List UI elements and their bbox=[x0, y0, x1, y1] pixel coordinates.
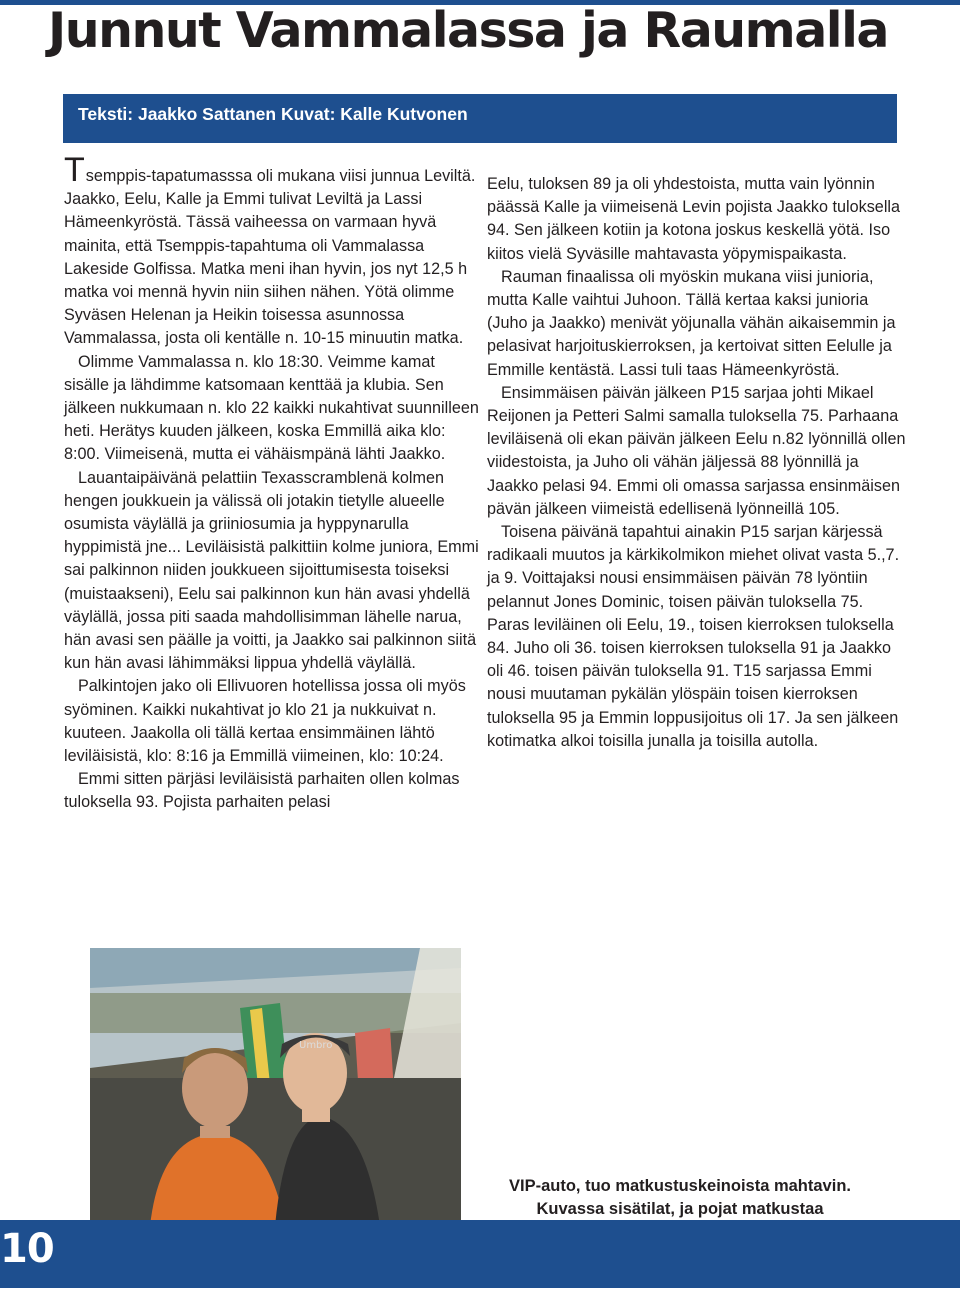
paragraph-5: Emmi sitten pärjäsi leviläisistä parhaiten ollen kolmas tuloksella 93. Pojista parhaiten pelasi bbox=[64, 770, 460, 812]
paragraph-1 bbox=[64, 151, 480, 351]
photo-caption bbox=[470, 1175, 890, 1221]
paragraph-4: Palkintojen jako oli Ellivuoren hotellissa jossa oli myös syöminen. Kaikki nukahtivat jo klo 21 ja nukkuivat n. kuuteen. Jaakolla oli tällä kertaa ensimmäinen lähtö leviläisistä, klo: 8:16 ja Emmillä viimeinen, klo: 10:24. bbox=[64, 677, 466, 766]
caption-line-1: VIP-auto, tuo matkustuskeinoista mahtavin. bbox=[509, 1177, 851, 1195]
dropcap: T bbox=[64, 151, 85, 189]
paragraph-9: Toisena päivänä tapahtui ainakin P15 sarjan kärjessä radikaali muutos ja kärkikolmikon miehet olivat vasta 5.,7. ja 9. Voittajaksi nousi ensimmäisen päivän 78 lyöntiin pelannut Jones Dominic, toisen päivän tuloksella 75. Paras leviläinen oli Eelu, 19., toisen kierroksen tuloksella 84. Juho oli 36. toisen kierroksen tuloksella 91 ja Jaakko oli 46. toisen päivän tuloksella 91. T15 sarjassa Emmi nousi muutaman pykälän ylöspäin toisen kierroksen tuloksella 95 ja Emmin loppusijoitus oli 17. Ja sen jälkeen kotimatka alkoi toisilla junalla ja toisilla autolla. bbox=[487, 523, 900, 750]
paragraph-6: Eelu, tuloksen 89 ja oli yhdestoista, mutta vain lyönnin päässä Kalle ja viimeisenä Levin pojista Jaakko tuloksella 94. Sen jälkeen kotiin ja kotona joskus keskellä yötä. Iso kiitos vielä Syväsille mahtavasta yöpymispaikasta. bbox=[487, 175, 901, 263]
byline-bar bbox=[63, 94, 897, 143]
article-column-right bbox=[487, 173, 907, 753]
paragraph-1-text: semppis-tapatumasssa oli mukana viisi junnua Leviltä. Jaakko, Eelu, Kalle ja Emmi tulivat Leviltä ja Lassi Hämeenkyröstä. Tässä vaiheessa on varmaan hyvä mainita, että Tsemppis-tapahtuma oli Vammalassa Lakeside Golfissa. Matka meni ihan hyvin, jos nyt 12,5 h matka voi mennä hyvin niin siihen nähen. Yötä olimme Syväsen Helenan ja Heikin toisessa asunnossa Vammalassa, josta oli kentälle n. 10-15 minuutin matka. bbox=[64, 167, 476, 348]
photo-illustration bbox=[90, 948, 461, 1226]
photo-boys-in-car bbox=[90, 948, 461, 1226]
page-number: 10 bbox=[0, 1226, 54, 1272]
paragraph-7: Rauman finaalissa oli myöskin mukana viisi junioria, mutta Kalle vaihtui Juhoon. Tällä kertaa kaksi junioria (Juho ja Jaakko) menivät yöjunalla vähän aikaisemmin ja pelasivat harjoituskierroksen, ja kertoivat sitten Eelulle ja Emmille kentästä. Lassi tuli taas Hämeenkyröstä. bbox=[487, 267, 896, 379]
footer-bar bbox=[0, 1220, 960, 1288]
paragraph-8: Ensimmäisen päivän jälkeen P15 sarjaa johti Mikael Reijonen ja Petteri Salmi samalla tuloksella 75. Parhaana leviläisenä oli ekan päivän jälkeen Eelu n.82 lyönnillä ollen viidestoista, ja Juho oli vähän jäljessä 88 lyönnillä ja Jaakko pelasi 94. Emmi oli omassa sarjassa ensinmäisen pävän jälkeen viimeistä edellisenä lyönneillä 105. bbox=[487, 383, 906, 518]
paragraph-2: Olimme Vammalassa n. klo 18:30. Veimme kamat sisälle ja lähdimme katsomaan kenttää ja klubia. Sen jälkeen nukkumaan n. klo 22 kaikki nukahtivat suunnilleen heti. Herätys kuuden jälkeen, koska Emmillä aika klo: 8:00. Viimeisenä, mutta ei vähäismpänä lähti Jaakko. bbox=[64, 352, 479, 464]
cap-logo-text: Umbro bbox=[299, 1040, 333, 1051]
caption-line-2: Kuvassa sisätilat, ja pojat matkustaa bbox=[536, 1200, 824, 1218]
byline: Teksti: Jaakko Sattanen Kuvat: Kalle Kutvonen bbox=[78, 104, 468, 124]
page-title: Junnut Vammalassa ja Raumalla bbox=[48, 2, 888, 59]
article-column-left bbox=[64, 151, 480, 815]
paragraph-3: Lauantaipäivänä pelattiin Texasscramblenä kolmen hengen joukkuein ja välissä oli jotakin tietylle alueelle osumista väylällä ja griiniosumia ja hyppynarulla hyppimistä jne... Leviläisistä palkittiin kolme juniora, Emmi sai palkinnon niiden joukkueen sijoittumisesta toiseksi (muistaakseni), Eelu sai palkinnon kun hän avasi yhdellä väylällä, jossa piti saada mahdollisimman lähelle narua, hän avasi sen päälle ja voitti, ja Jaakko sai palkinnon siitä kun hän avasi lähimmäksi lippua yhdellä väylällä. bbox=[64, 468, 479, 673]
